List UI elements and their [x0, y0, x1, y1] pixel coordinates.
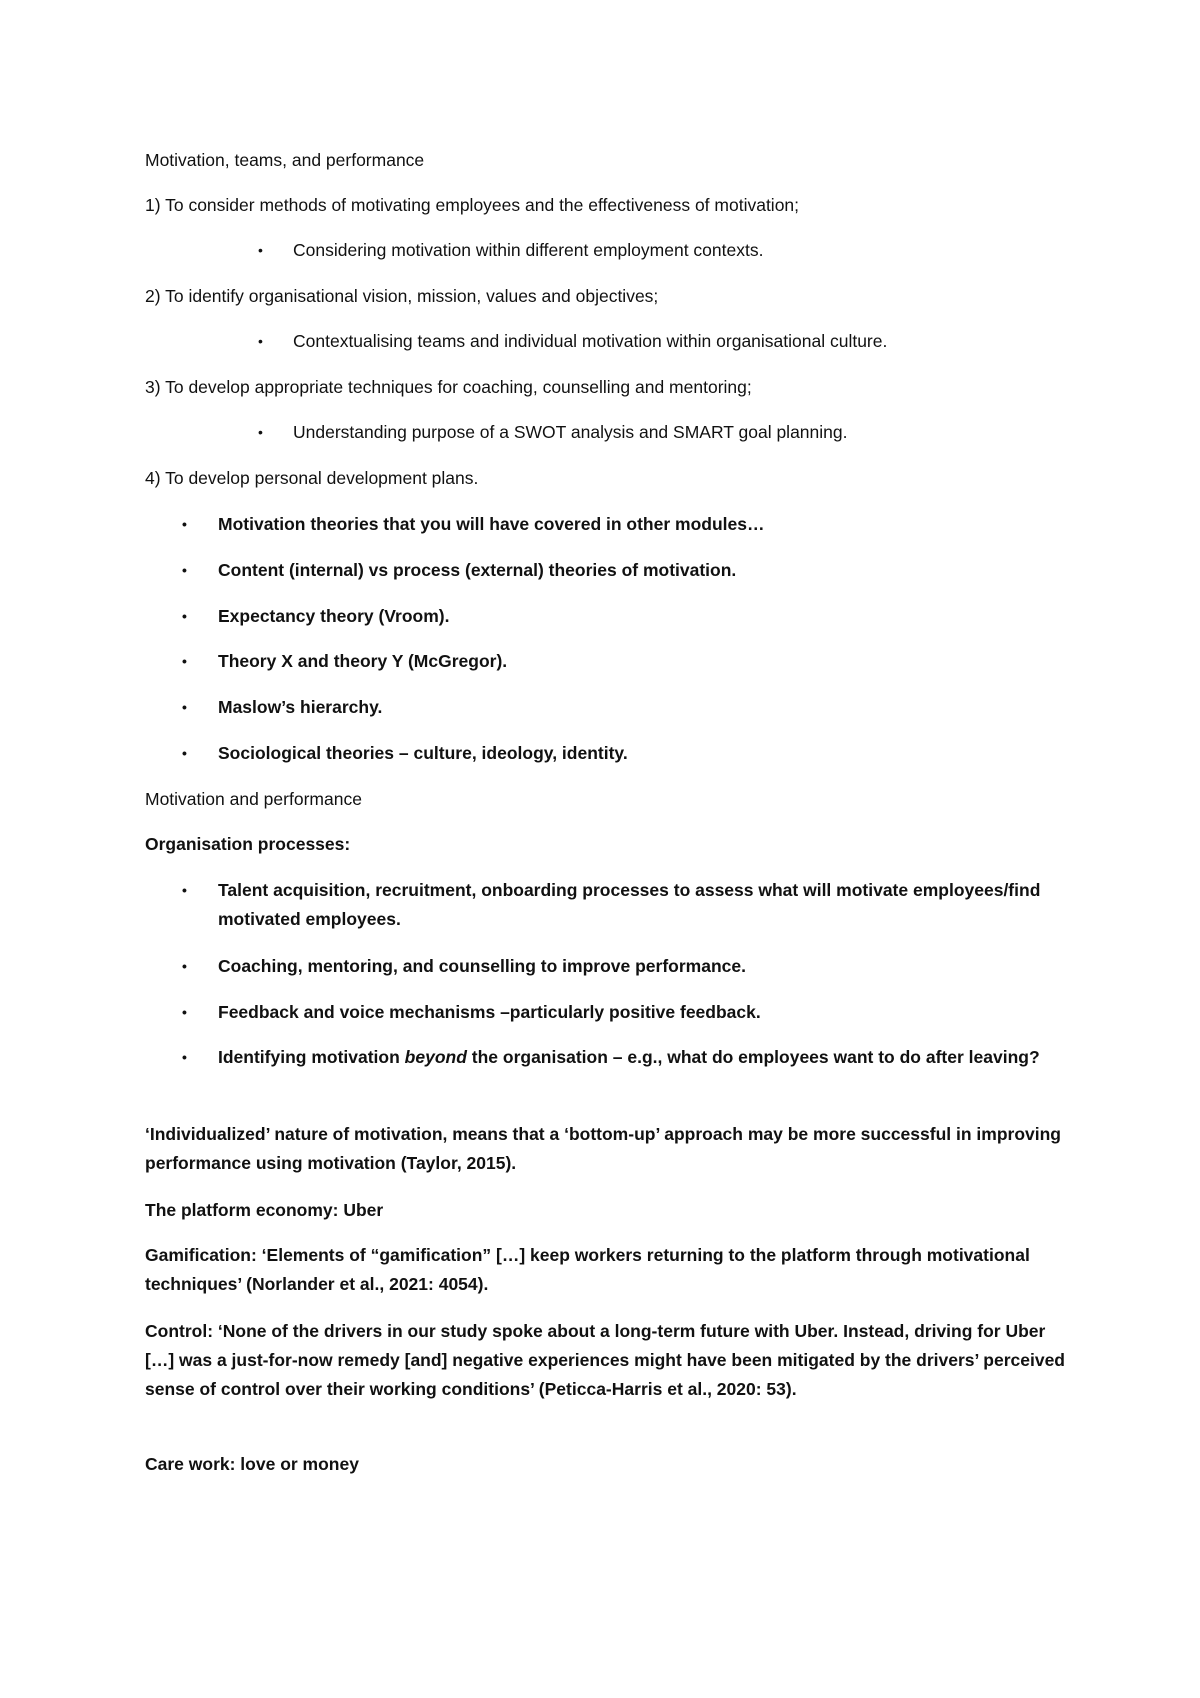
org-process-text-emphasis: beyond [404, 1047, 467, 1067]
objective-1: 1) To consider methods of motivating employees and the effectiveness of motivation; [145, 195, 800, 215]
bullet-glyph: • [182, 516, 187, 532]
bullet-glyph: • [182, 1049, 187, 1065]
document-title: Motivation, teams, and performance [145, 150, 425, 170]
bullet-glyph: • [182, 699, 187, 715]
gamification-paragraph: Gamification: ‘Elements of “gamification” […] keep workers returning to the platform through motivational techniques’ (Norlander et al., 2021: 4054). [145, 1245, 1030, 1294]
objective-2: 2) To identify organisational vision, mission, values and objectives; [145, 286, 659, 306]
subbullet-text: Considering motivation within different employment contexts. [293, 240, 764, 260]
subbullet-text: Understanding purpose of a SWOT analysis and SMART goal planning. [293, 422, 848, 442]
bullet-glyph: • [182, 745, 187, 761]
bullet-glyph: • [182, 653, 187, 669]
theory-text: Theory X and theory Y (McGregor). [218, 651, 508, 671]
org-process-text: Talent acquisition, recruitment, onboarding processes to assess what will motivate employees/find motivated employees. [218, 880, 1041, 929]
theory-text: Maslow’s hierarchy. [218, 697, 383, 717]
bullet-glyph: • [258, 424, 263, 440]
theory-text: Sociological theories – culture, ideology, identity. [218, 743, 628, 763]
bullet-glyph: • [182, 1004, 187, 1020]
org-process-text-after: the organisation – e.g., what do employees want to do after leaving? [466, 1047, 1040, 1067]
bullet-glyph: • [182, 958, 187, 974]
section-heading-motivation-performance: Motivation and performance [145, 789, 362, 809]
bullet-glyph: • [258, 333, 263, 349]
platform-economy-heading: The platform economy: Uber [145, 1200, 384, 1220]
bullet-glyph: • [182, 882, 187, 898]
org-process-text: Coaching, mentoring, and counselling to improve performance. [218, 956, 746, 976]
bullet-glyph: • [258, 242, 263, 258]
theory-text: Content (internal) vs process (external) theories of motivation. [218, 560, 737, 580]
care-work-heading: Care work: love or money [145, 1454, 359, 1474]
org-processes-heading: Organisation processes: [145, 834, 351, 854]
control-paragraph: Control: ‘None of the drivers in our study spoke about a long-term future with Uber. Instead, driving for Uber […] was a just-for-now remedy [and] negative experiences might have been mitigated by the drivers’ perceived sense of control over their working conditions’ (Peticca-Harris et al., 2020: 53). [145, 1321, 1065, 1399]
theory-text: Expectancy theory (Vroom). [218, 606, 450, 626]
org-process-text-before: Identifying motivation [218, 1047, 405, 1067]
individualized-paragraph: ‘Individualized’ nature of motivation, means that a ‘bottom-up’ approach may be more successful in improving performance using motivation (Taylor, 2015). [145, 1124, 1061, 1173]
bullet-glyph: • [182, 562, 187, 578]
subbullet-text: Contextualising teams and individual motivation within organisational culture. [293, 331, 888, 351]
theory-text: Motivation theories that you will have covered in other modules… [218, 514, 765, 534]
objective-4: 4) To develop personal development plans. [145, 468, 479, 488]
objective-3: 3) To develop appropriate techniques for coaching, counselling and mentoring; [145, 377, 752, 397]
bullet-glyph: • [182, 608, 187, 624]
org-process-text [218, 1043, 1068, 1072]
org-process-text: Feedback and voice mechanisms –particularly positive feedback. [218, 1002, 761, 1022]
